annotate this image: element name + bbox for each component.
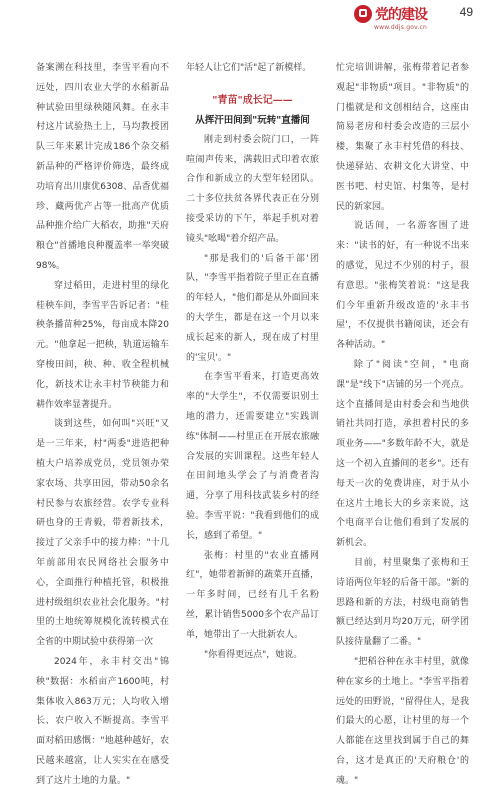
paragraph: "那是我们的'后备干部'团队，"李雪平指着院子里正在直播的年轻人，"他们都是从外面回来的大学生，都是在这一个月以来成长起来的新人，现在成了村里的'宝贝'。" [186,253,319,363]
party-emblem-icon [354,5,372,23]
paragraph: 年轻人让它们"活"起了新模样。 [186,63,312,73]
article-column-1 [36,59,169,786]
section-subheading: 从挥汗田间到"玩转"直播间 [195,114,310,126]
paragraph: 2024年，永丰村交出"锦秧"数据：水稻亩产1600吨，村集体收入863万元；人均收入增长、农户收入不断提高。李雪平面对稻田感慨："地越种越好，农民越来越富，让人实实在在感受到了这片土地的力量。" [36,656,169,786]
page-number: 49 [459,5,473,19]
paragraph: "把稻谷种在永丰村里，就像种在家乡的土地上。"李雪平指着远处的田野说，"留得住人，是我们最大的心愿，让村里的每一个人都能在这里找到属于自己的舞台，这才是真正的'天府粮仓'的魂。" [336,656,469,786]
paragraph: 在李雪平看来，打造更高效率的"大学生"，不仅需要识别土地的潜力，还需要建立"实践训练"体制——村里正在开展农旅融合发展的实训课程。这些年轻人在田间地头学会了与消费者沟通，分享了用科技武装乡村的经验。李雪平说："我看到他们的成长，感到了希望。" [186,372,319,541]
paragraph: 目前，村里聚集了张梅和王诗语两位年轻的后备干部。"新的思路和新的方法，村级电商销售额已经达到月均20万元，研学团队接待量翻了二番。" [336,557,469,648]
logo-text: 党的建设 [375,7,427,23]
article-column-3 [336,59,469,786]
paragraph: 张梅：村里的"农业直播网红"，她带着新鲜的蔬菜开直播，一年多时间，已经有几千名粉丝，累计销售5000多个农产品订单，她带出了一大批新农人。 [186,550,319,640]
paragraph: "你看得更远点"，她说。 [204,649,303,660]
paragraph: 备案溯在科技里，李雪平看向不远处，四川农业大学的水稻新品种试验田里绿秧随风舞。在永丰村这片试验热土上，马均教授团队三年来累计完成186个杂交稻新品种的严格评价筛选，最终成功培育出川康优6308、品香优福珍、藏两优产占等一批高产优质品种推介给广大稻农，助推"天府粮仓"首播地良种覆盖率一举突破98%。 [36,63,169,271]
paragraph: 除了"阅读"空间，"电商课"是"线下"店铺的另一个亮点。这个直播间是由村委会和当地供销社共同打造，承担着村民的多项业务——"多数年龄不大，就是这一个初入直播间的老乡"。还有每天一次的免费讲座，对于从小在这片土地长大的乡亲来说，这个电商平台让他们看到了发展的新机会。 [336,359,469,549]
paragraph: 刚走到村委会院门口，一阵喧闹声传来，满载旧式印着农旅合作和新成立的大型年轻团队。二十多位扶贫各界代表正在分别接受采访的下午，举起手机对着镜头"吆喝"着介绍产品。 [186,134,319,244]
site-url: www.ddjs.gov.cn [374,24,427,31]
paragraph: 忙完培训讲解，张梅带着记者参观起"非物质"项目。"非物质"的门槛就是和文创相结合，这座由简易老房和村委会改造的三层小楼，集聚了永丰村凭借的科技、快递驿站、农耕文化大讲堂、中医书吧、村史馆、村集等，是村民的新家园。 [336,63,469,212]
paragraph: 谈到这些，如何叫"兴旺"又是一三年来，村"两委"进造把种植大户培养成党员，党员领办荣家农场、共享田园，带动50余名村民参与农旅经营。农学专业科研也身的王青毅，带着新技术，接过了父亲手中的接力棒："十几年前部用农民网络社会服务中心，全面推行种植托管，积极推进村级组织农业社会化服务。"村里的土地统筹规模化流转模式在全省的中期试验中获得第一次 [36,419,169,648]
section-heading: "青苗"成长记—— [212,94,293,106]
article-column-2 [186,59,319,660]
paragraph: 穿过稻田，走进村里的绿化桂秧车间，李雪平告诉记者："桂秧条播苗种25%，每亩成本降20元。"他拿起一把秧，轨道运输车穿梭田间，秧、种、收全程机械化，新技术让永丰村节秧能力和耕作效率显著提升。 [36,280,169,410]
magazine-logo [354,4,427,24]
page-header [0,0,485,50]
paragraph: 说话间，一名游客围了进来："读书的好，有一种说不出来的感觉，见过不少别的村子，很有意思。"张梅笑着说："这是我们今年重新升级改造的'永丰书屋'，不仅提供书籍阅读，还会有各种活动。" [336,221,469,351]
